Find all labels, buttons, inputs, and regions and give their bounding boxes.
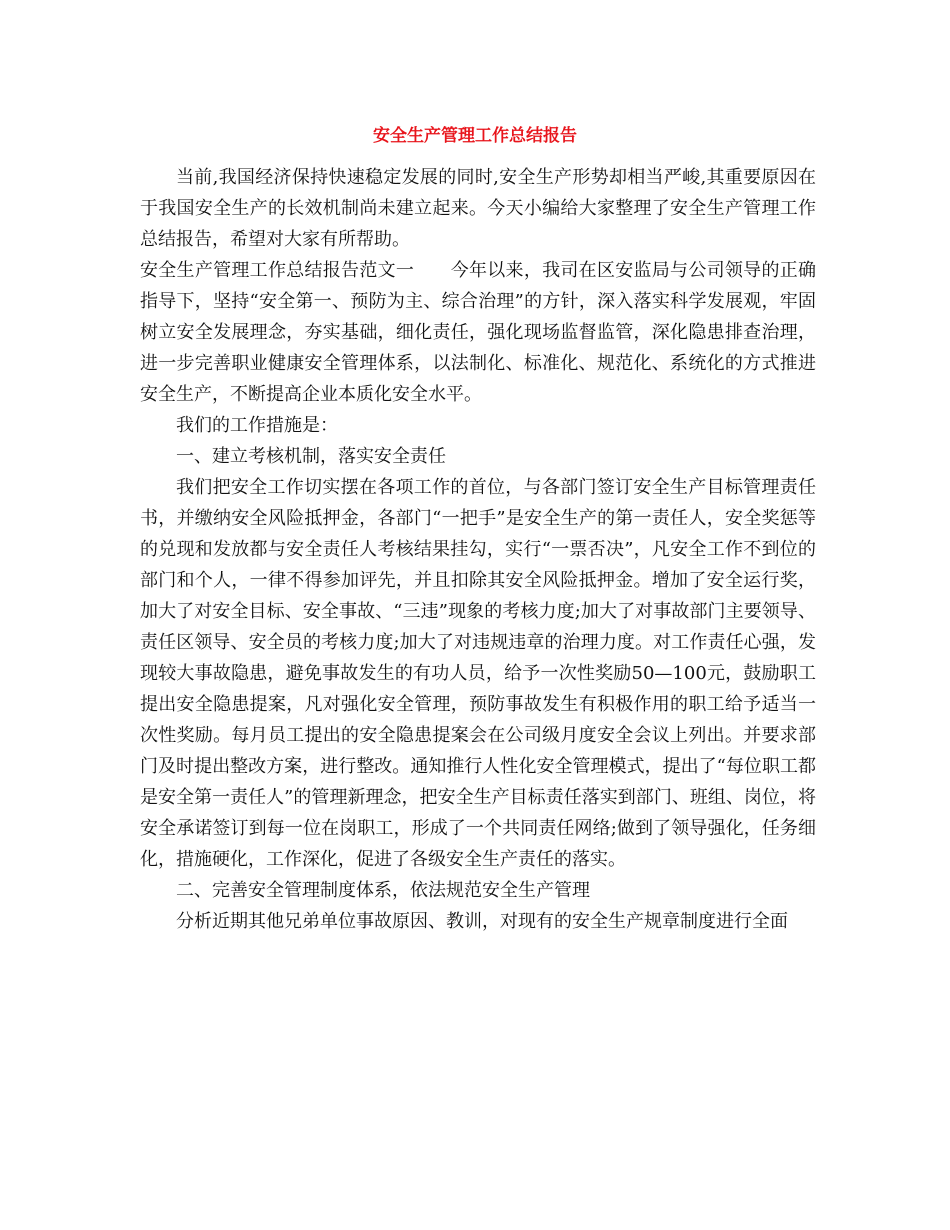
paragraph-section-one-body: 我们把安全工作切实摆在各项工作的首位，与各部门签订安全生产目标管理责任书，并缴纳安全风险抵押金，各部门“一把手”是安全生产的第一责任人，安全奖惩等的兑现和发放都与安全责任人考核结果挂勾，实行“一票否决”，凡安全工作不到位的部门和个人，一律不得参加评先，并且扣除其安全风险抵押金。增加了安全运行奖，加大了对安全目标、安全事故、“三违”现象的考核力度;加大了对事故部门主要领导、责任区领导、安全员的考核力度;加大了对违规违章的治理力度。对工作责任心强，发现较大事故隐患，避免事故发生的有功人员，给予一次性奖励50—100元，鼓励职工提出安全隐患提案，凡对强化安全管理，预防事故发生有积极作用的职工给予适当一次性奖励。每月员工提出的安全隐患提案会在公司级月度安全会议上列出。并要求部门及时提出整改方案，进行整改。通知推行人性化安全管理模式，提出了“每位职工都是安全第一责任人”的管理新理念，把安全生产目标责任落实到部门、班组、岗位，将安全承诺签订到每一位在岗职工，形成了一个共同责任网络;做到了领导强化，任务细化，措施硬化，工作深化，促进了各级安全生产责任的落实。 [140,477,816,870]
paragraph-intro: 当前,我国经济保持快速稳定发展的同时,安全生产形势却相当严峻,其重要原因在于我国安全生产的长效机制尚未建立起来。今天小编给大家整理了安全生产管理工作总结报告，希望对大家有所帮助。 [140,167,816,250]
paragraph-sample-one: 安全生产管理工作总结报告范文一 今年以来，我司在区安监局与公司领导的正确指导下，坚持“安全第一、预防为主、综合治理”的方针，深入落实科学发展观，牢固树立安全发展理念，夯实基础，细化责任，强化现场监督监管，深化隐患排查治理，进一步完善职业健康安全管理体系，以法制化、标准化、规范化、系统化的方式推进安全生产，不断提高企业本质化安全水平。 [140,260,816,405]
section-heading-two: 二、完善安全管理制度体系，依法规范安全生产管理 [176,880,590,901]
paragraph-section-two-body: 分析近期其他兄弟单位事故原因、教训，对现有的安全生产规章制度进行全面 [176,911,788,932]
document-title: 安全生产管理工作总结报告 [373,126,577,146]
paragraph-measures-lead: 我们的工作措施是： [176,415,338,436]
document-body [140,162,816,937]
section-heading-one: 一、建立考核机制，落实安全责任 [176,446,446,467]
